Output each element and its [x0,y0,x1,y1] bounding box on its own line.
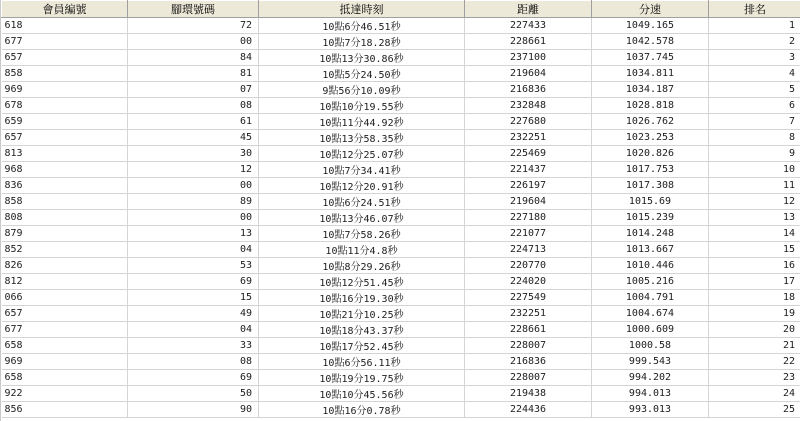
cell-member-id: 657 [2,130,128,146]
table-row[interactable] [2,66,800,82]
cell-member-id: 852 [2,242,128,258]
table-row[interactable] [2,338,800,354]
cell-distance: 226197 [465,178,592,194]
cell-arrival-time: 10點12分51.45秒 [259,274,465,290]
cell-distance: 232251 [465,130,592,146]
cell-member-id: 066 [2,290,128,306]
table-row[interactable] [2,370,800,386]
cell-arrival-time: 10點19分19.75秒 [259,370,465,386]
cell-member-id: 658 [2,370,128,386]
cell-arrival-time: 10點13分30.86秒 [259,50,465,66]
cell-arrival-time: 10點5分24.50秒 [259,66,465,82]
cell-distance: 232251 [465,306,592,322]
column-header-rank[interactable]: 排名 [709,1,800,18]
column-header-arrival[interactable]: 抵達時刻 [259,1,465,18]
cell-speed: 1015.239 [592,210,709,226]
column-header-speed[interactable]: 分速 [592,1,709,18]
cell-rank: 9 [709,146,800,162]
table-row[interactable] [2,18,800,34]
cell-arrival-time: 10點7分18.28秒 [259,34,465,50]
table-row[interactable] [2,242,800,258]
table-row[interactable] [2,194,800,210]
cell-distance: 216836 [465,82,592,98]
cell-speed: 1017.753 [592,162,709,178]
cell-member-id: 812 [2,274,128,290]
cell-speed: 1013.667 [592,242,709,258]
cell-ring-number: 89 [128,194,259,210]
table-body [2,18,800,418]
table-row[interactable] [2,354,800,370]
cell-distance: 228007 [465,338,592,354]
cell-rank: 2 [709,34,800,50]
cell-arrival-time: 10點6分56.11秒 [259,354,465,370]
cell-member-id: 618 [2,18,128,34]
cell-arrival-time: 10點7分58.26秒 [259,226,465,242]
cell-ring-number: 84 [128,50,259,66]
cell-ring-number: 13 [128,226,259,242]
table-row[interactable] [2,130,800,146]
cell-member-id: 969 [2,82,128,98]
table-row[interactable] [2,210,800,226]
cell-arrival-time: 10點18分43.37秒 [259,322,465,338]
cell-speed: 993.013 [592,402,709,418]
table-row[interactable] [2,178,800,194]
cell-member-id: 858 [2,194,128,210]
cell-distance: 227680 [465,114,592,130]
cell-ring-number: 12 [128,162,259,178]
cell-distance: 219604 [465,194,592,210]
cell-ring-number: 50 [128,386,259,402]
column-header-distance[interactable]: 距離 [465,1,592,18]
cell-distance: 219438 [465,386,592,402]
cell-rank: 12 [709,194,800,210]
cell-member-id: 826 [2,258,128,274]
results-table [1,0,800,418]
cell-rank: 14 [709,226,800,242]
cell-distance: 227549 [465,290,592,306]
cell-arrival-time: 10點8分29.26秒 [259,258,465,274]
cell-rank: 8 [709,130,800,146]
cell-speed: 1000.609 [592,322,709,338]
cell-ring-number: 53 [128,258,259,274]
cell-distance: 221077 [465,226,592,242]
cell-ring-number: 00 [128,210,259,226]
cell-member-id: 922 [2,386,128,402]
cell-ring-number: 00 [128,34,259,50]
cell-ring-number: 69 [128,274,259,290]
cell-rank: 4 [709,66,800,82]
cell-ring-number: 04 [128,322,259,338]
cell-distance: 221437 [465,162,592,178]
cell-arrival-time: 10點13分46.07秒 [259,210,465,226]
cell-rank: 23 [709,370,800,386]
table-row[interactable] [2,258,800,274]
cell-speed: 1015.69 [592,194,709,210]
cell-distance: 228661 [465,322,592,338]
cell-arrival-time: 10點13分58.35秒 [259,130,465,146]
cell-member-id: 658 [2,338,128,354]
cell-rank: 6 [709,98,800,114]
cell-ring-number: 08 [128,354,259,370]
cell-ring-number: 04 [128,242,259,258]
cell-speed: 1034.811 [592,66,709,82]
cell-rank: 16 [709,258,800,274]
table-row[interactable] [2,98,800,114]
cell-distance: 224713 [465,242,592,258]
table-row[interactable] [2,322,800,338]
cell-speed: 1014.248 [592,226,709,242]
cell-speed: 1042.578 [592,34,709,50]
cell-rank: 15 [709,242,800,258]
table-row[interactable] [2,274,800,290]
cell-rank: 21 [709,338,800,354]
cell-speed: 1004.674 [592,306,709,322]
cell-speed: 1017.308 [592,178,709,194]
cell-arrival-time: 10點11分4.8秒 [259,242,465,258]
cell-speed: 1026.762 [592,114,709,130]
table-row[interactable] [2,386,800,402]
cell-member-id: 879 [2,226,128,242]
cell-rank: 5 [709,82,800,98]
cell-distance: 227433 [465,18,592,34]
cell-speed: 1004.791 [592,290,709,306]
cell-ring-number: 90 [128,402,259,418]
cell-rank: 24 [709,386,800,402]
cell-distance: 228661 [465,34,592,50]
table-row[interactable] [2,402,800,418]
table-row[interactable] [2,306,800,322]
column-header-member[interactable]: 會員編號 [2,1,128,18]
cell-arrival-time: 10點7分34.41秒 [259,162,465,178]
cell-rank: 22 [709,354,800,370]
cell-distance: 224436 [465,402,592,418]
column-header-ring[interactable]: 腳環號碼 [128,1,259,18]
cell-member-id: 657 [2,50,128,66]
header-row [2,1,800,18]
cell-member-id: 968 [2,162,128,178]
table-row[interactable] [2,34,800,50]
cell-ring-number: 08 [128,98,259,114]
cell-member-id: 678 [2,98,128,114]
cell-arrival-time: 10點10分19.55秒 [259,98,465,114]
cell-rank: 11 [709,178,800,194]
cell-arrival-time: 10點17分52.45秒 [259,338,465,354]
table-row[interactable] [2,50,800,66]
cell-member-id: 969 [2,354,128,370]
cell-arrival-time: 10點16分19.30秒 [259,290,465,306]
cell-ring-number: 81 [128,66,259,82]
cell-member-id: 856 [2,402,128,418]
cell-arrival-time: 10點6分46.51秒 [259,18,465,34]
cell-arrival-time: 10點16分0.78秒 [259,402,465,418]
cell-distance: 228007 [465,370,592,386]
cell-ring-number: 45 [128,130,259,146]
cell-distance: 232848 [465,98,592,114]
table-row[interactable] [2,82,800,98]
cell-rank: 25 [709,402,800,418]
cell-ring-number: 00 [128,178,259,194]
cell-speed: 999.543 [592,354,709,370]
cell-rank: 19 [709,306,800,322]
cell-ring-number: 72 [128,18,259,34]
cell-arrival-time: 9點56分10.09秒 [259,82,465,98]
cell-speed: 1010.446 [592,258,709,274]
cell-speed: 1005.216 [592,274,709,290]
cell-member-id: 677 [2,322,128,338]
cell-rank: 10 [709,162,800,178]
cell-speed: 1020.826 [592,146,709,162]
cell-arrival-time: 10點21分10.25秒 [259,306,465,322]
table-row[interactable] [2,114,800,130]
cell-arrival-time: 10點12分25.07秒 [259,146,465,162]
cell-speed: 1023.253 [592,130,709,146]
cell-speed: 1049.165 [592,18,709,34]
cell-member-id: 657 [2,306,128,322]
cell-distance: 237100 [465,50,592,66]
cell-member-id: 677 [2,34,128,50]
cell-ring-number: 15 [128,290,259,306]
table-row[interactable] [2,226,800,242]
cell-distance: 216836 [465,354,592,370]
cell-member-id: 813 [2,146,128,162]
cell-distance: 224020 [465,274,592,290]
cell-rank: 7 [709,114,800,130]
cell-speed: 1034.187 [592,82,709,98]
cell-arrival-time: 10點6分24.51秒 [259,194,465,210]
table-row[interactable] [2,146,800,162]
cell-distance: 220770 [465,258,592,274]
cell-member-id: 659 [2,114,128,130]
cell-arrival-time: 10點10分45.56秒 [259,386,465,402]
cell-member-id: 858 [2,66,128,82]
cell-rank: 18 [709,290,800,306]
cell-distance: 225469 [465,146,592,162]
table-row[interactable] [2,162,800,178]
cell-member-id: 808 [2,210,128,226]
cell-speed: 1028.818 [592,98,709,114]
cell-rank: 20 [709,322,800,338]
cell-rank: 13 [709,210,800,226]
cell-distance: 227180 [465,210,592,226]
cell-arrival-time: 10點11分44.92秒 [259,114,465,130]
cell-speed: 994.202 [592,370,709,386]
cell-ring-number: 69 [128,370,259,386]
cell-rank: 1 [709,18,800,34]
cell-speed: 1037.745 [592,50,709,66]
cell-member-id: 836 [2,178,128,194]
cell-ring-number: 33 [128,338,259,354]
cell-ring-number: 49 [128,306,259,322]
cell-ring-number: 61 [128,114,259,130]
cell-ring-number: 07 [128,82,259,98]
cell-arrival-time: 10點12分20.91秒 [259,178,465,194]
cell-speed: 994.013 [592,386,709,402]
table-row[interactable] [2,290,800,306]
cell-speed: 1000.58 [592,338,709,354]
cell-distance: 219604 [465,66,592,82]
cell-rank: 3 [709,50,800,66]
cell-rank: 17 [709,274,800,290]
cell-ring-number: 30 [128,146,259,162]
